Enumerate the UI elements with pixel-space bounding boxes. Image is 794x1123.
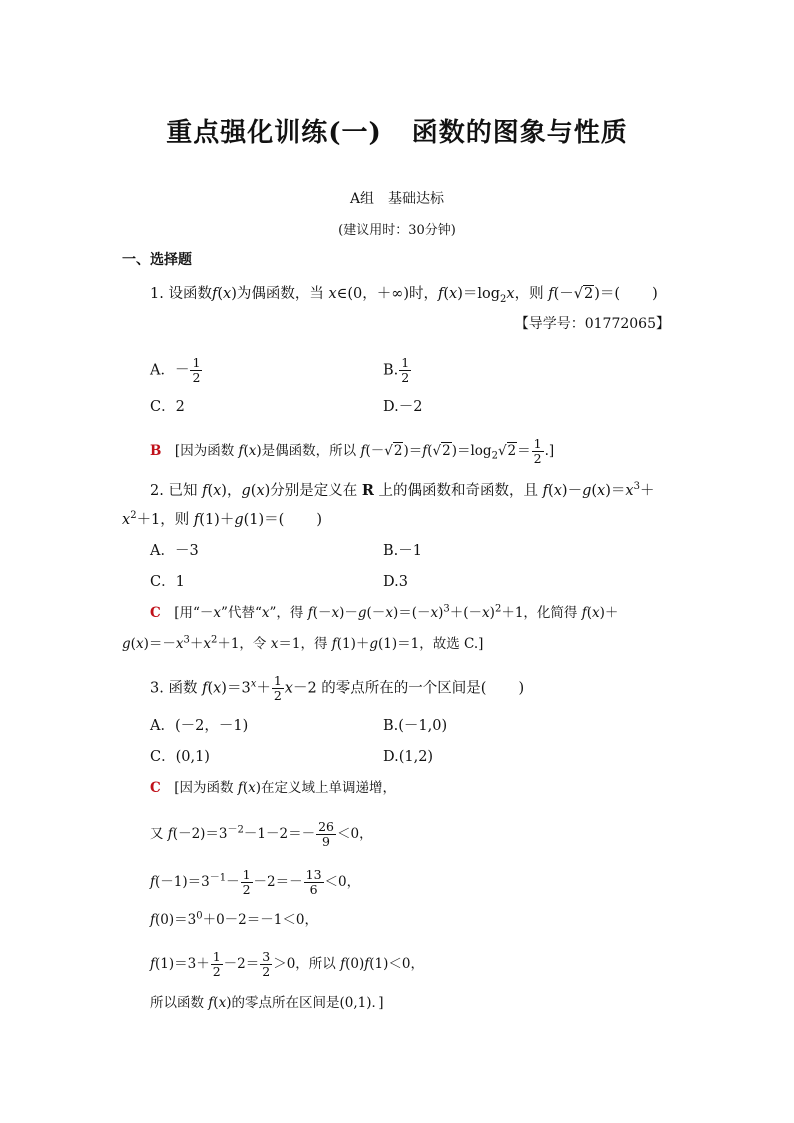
q2-answer-letter: C	[150, 605, 161, 621]
q3-answer-letter: C	[150, 780, 161, 796]
title-right: 函数的图象与性质	[411, 118, 628, 148]
time-hint: (建议用时：30分钟)	[338, 223, 456, 238]
q1-stem: 1. 设函数f(x)为偶函数，当 x∈(0，＋∞)时，$f(x)=\log_2x$，则 f(－√2)＝( )	[150, 286, 658, 305]
group-heading: A组 基础达标	[349, 191, 445, 207]
q3-stem: 3. 函数 $f(x)=3^x+$ $\frac{1}{2}$ x－2 的零点所在的一个区间是( )	[150, 673, 525, 703]
q3-option-c: C．(0,1)	[150, 749, 210, 765]
q1-option-d: D.－2	[383, 399, 423, 415]
q3-answer-line1: C [因为函数 f(x)在定义域上单调递增，	[150, 780, 396, 796]
section-heading: 一、选择题	[122, 252, 192, 268]
q2-option-b: B.－1	[383, 543, 422, 559]
q2-option-a: A．－3	[150, 543, 199, 559]
q3-answer-line2: 又 $f(-2)=3^{-2}-1-2=-$ $\frac{26}{9}$ ＜0，	[150, 819, 373, 849]
q3-answer-line3: $f(-1)=3^{-1}-$ $\frac{1}{2}$ －2＝－ $\frac{13}{6}$ ＜0，	[150, 867, 361, 897]
q3-answer-line6: 所以函数 f(x)的零点所在区间是(0,1)．]	[150, 995, 384, 1011]
q3-option-a: A．(－2，－1)	[150, 718, 249, 734]
page-title	[0, 112, 794, 149]
title-left: 重点强化训练(一)	[166, 118, 382, 148]
q2-answer-line2: $g(x)=-x^3+x^2+1$，令 x＝1，得 f(1)＋g(1)＝1，故选 C.]	[122, 634, 484, 652]
q2-stem-line2: $x^2+1$，则 f(1)＋g(1)＝( )	[122, 510, 322, 528]
q1-answer: B [因为函数 f(x)是偶函数，所以 $f(-√2)=f(√2)=\log_2√2=$ $\frac{1}{2}$ .]	[150, 436, 555, 466]
q2-stem-line1: 2. 已知 f(x)，g(x)分别是定义在 R 上的偶函数和奇函数，且 $f(x)-g(x)=x^3+$	[150, 481, 655, 499]
q1-option-c: C．2	[150, 399, 185, 415]
q2-option-d: D.3	[383, 574, 408, 590]
q3-option-b: B.(－1,0)	[383, 718, 448, 734]
q3-answer-line5: f(1)＝3＋ $\frac{1}{2}$ －2＝ $\frac{3}{2}$ ＞0，所以 f(0)f(1)＜0，	[150, 949, 424, 979]
q1-option-b: B. $\frac{1}{2}$	[383, 355, 410, 385]
q2-option-c: C．1	[150, 574, 185, 590]
q2-answer-line1: C [用“－x”代替“x”，得 $f(-x)-g(-x)=(-x)^3+(-x)^2+1$，化简得 f(x)＋	[150, 603, 619, 621]
q3-option-d: D.(1,2)	[383, 749, 434, 765]
guide-number: 【导学号：01772065】	[514, 316, 670, 332]
q1-answer-letter: B	[150, 443, 162, 459]
q3-answer-line4: $f(0)=3^0+0-2=-1<0$，	[150, 910, 318, 928]
q1-option-a: A．－ $\frac{1}{2}$	[150, 355, 201, 385]
